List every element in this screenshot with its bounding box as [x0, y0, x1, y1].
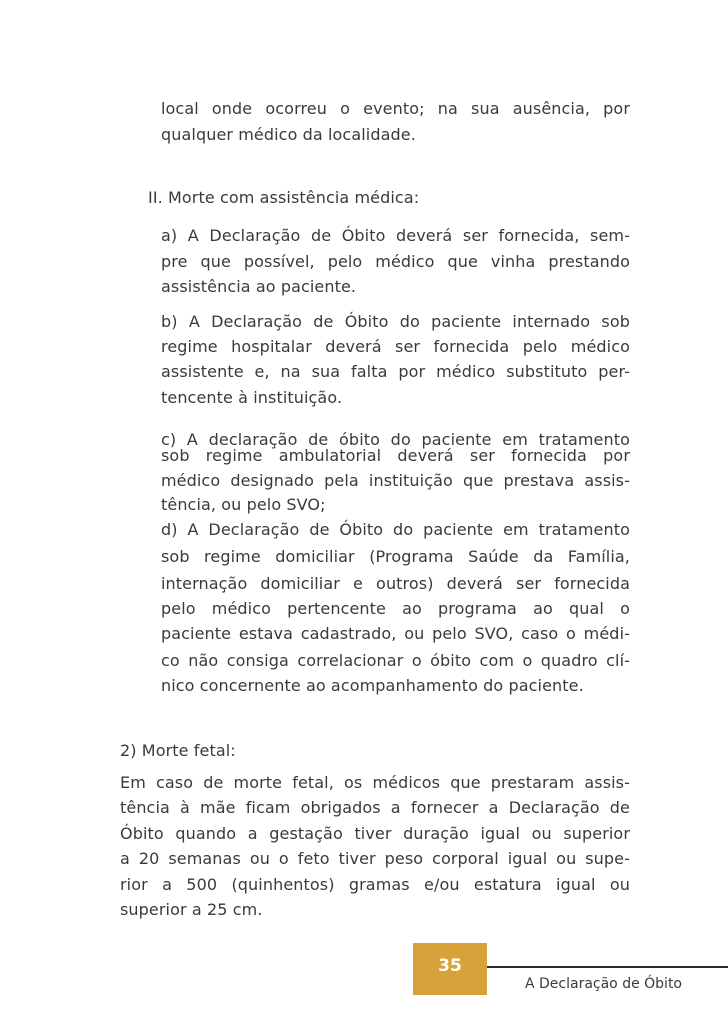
footer-divider: [487, 966, 728, 968]
running-title: A Declaração de Óbito: [524, 976, 682, 992]
intro-line-2: qualquer médico da localidade.: [161, 125, 416, 144]
item-a-line-3: assistência ao paciente.: [161, 277, 357, 296]
item-d-line-3: internação domiciliar e outros) deverá ser fornecida: [161, 574, 630, 593]
fetal-line-2: tência à mãe ficam obrigados a fornecer a Declaração de: [120, 798, 630, 817]
section-ii-heading: II. Morte com assistência médica:: [148, 188, 420, 207]
item-d-line-2: sob regime domiciliar (Programa Saúde da Família,: [161, 547, 630, 566]
item-d-line-6: co não consiga correlacionar o óbito com o quadro clí-: [161, 651, 630, 670]
item-b-line-4: tencente à instituição.: [161, 388, 343, 407]
item-d-line-1: d) A Declaração de Óbito do paciente em tratamento: [161, 520, 630, 539]
fetal-line-5: rior a 500 (quinhentos) gramas e/ou estatura igual ou: [120, 875, 630, 894]
section-2-heading: 2) Morte fetal:: [120, 741, 236, 760]
item-d-line-4: pelo médico pertencente ao programa ao qual o: [161, 599, 630, 618]
fetal-line-1: Em caso de morte fetal, os médicos que prestaram assis-: [120, 773, 630, 792]
intro-line-1: local onde ocorreu o evento; na sua ausência, por: [161, 99, 630, 118]
item-c-line-4: tência, ou pelo SVO;: [161, 495, 326, 514]
item-c-line-3: médico designado pela instituição que prestava assis-: [161, 471, 630, 490]
item-c-line-1: c) A declaração de óbito do paciente em tratamento: [161, 430, 630, 449]
item-b-line-3: assistente e, na sua falta por médico substituto per-: [161, 362, 630, 381]
item-d-line-7: nico concernente ao acompanhamento do paciente.: [161, 676, 584, 695]
item-a-line-1: a) A Declaração de Óbito deverá ser fornecida, sem-: [161, 226, 630, 245]
item-d-line-5: paciente estava cadastrado, ou pelo SVO, caso o médi-: [161, 624, 630, 643]
item-b-line-2: regime hospitalar deverá ser fornecida pelo médico: [161, 337, 630, 356]
page-number: 35: [438, 956, 462, 976]
fetal-line-4: a 20 semanas ou o feto tiver peso corporal igual ou supe-: [120, 849, 630, 868]
item-b-line-1: b) A Declaração de Óbito do paciente internado sob: [161, 312, 630, 331]
item-c-line-2: sob regime ambulatorial deverá ser fornecida por: [161, 446, 630, 465]
fetal-line-3: Óbito quando a gestação tiver duração igual ou superior: [120, 824, 630, 843]
fetal-line-6: superior a 25 cm.: [120, 900, 263, 919]
item-a-line-2: pre que possível, pelo médico que vinha prestando: [161, 252, 630, 271]
